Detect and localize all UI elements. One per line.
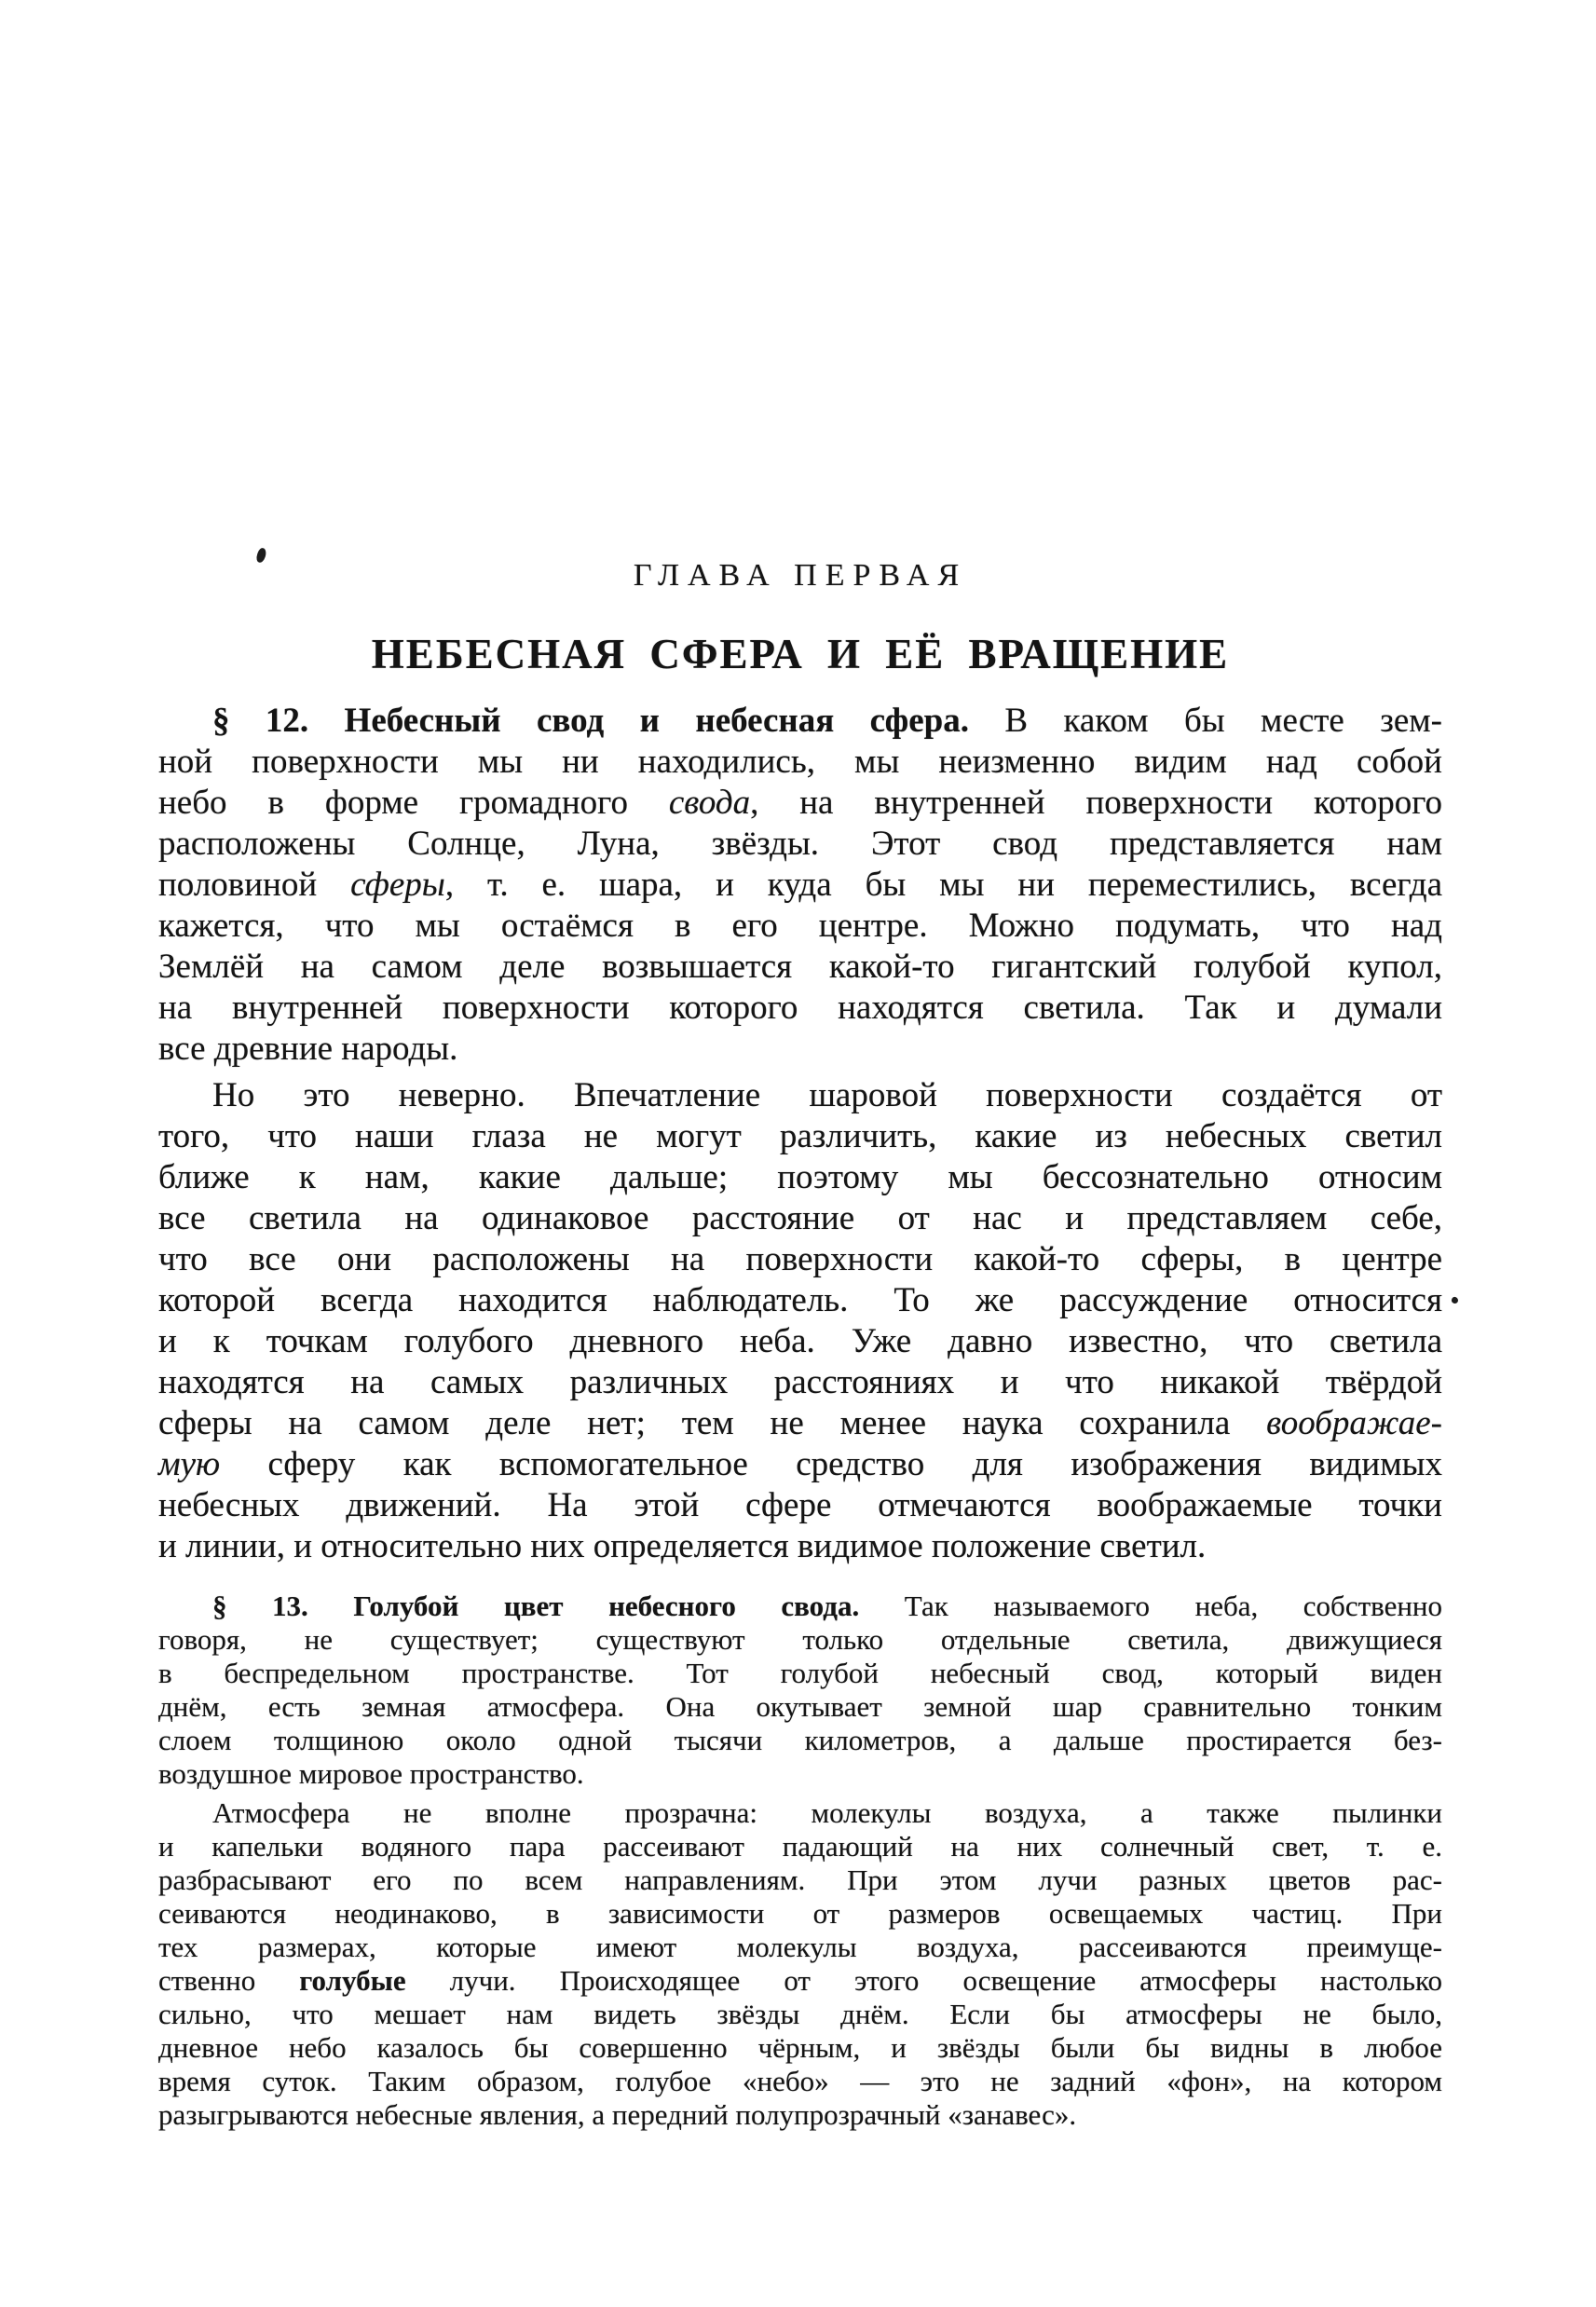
text-line	[158, 865, 1442, 906]
paragraph	[158, 1075, 1442, 1567]
text-line	[158, 1623, 1442, 1657]
text-run: тех размерах, которые имеют молекулы воздуха, рассеиваются преимуще-	[158, 1931, 1442, 1963]
text-run: воздушное мировое пространство.	[158, 1757, 584, 1790]
text-run: и линии, и относительно них определяется видимое положение светил.	[158, 1527, 1207, 1565]
text-line	[158, 701, 1442, 742]
text-line	[158, 1403, 1442, 1444]
text-line	[158, 1724, 1442, 1757]
text-run: Атмосфера не вполне прозрачна: молекулы воздуха, а также пылинки	[212, 1796, 1442, 1829]
text-run: Землёй на самом деле возвышается какой-то гигантский голубой купол,	[158, 948, 1442, 986]
text-run: сильно, что мешает нам видеть звёзды днём. Если бы атмосферы не было,	[158, 1998, 1442, 2030]
text-run: В каком бы месте зем-	[968, 702, 1443, 740]
text-line	[158, 1362, 1442, 1403]
text-run: говоря, не существует; существуют только отдельные светила, движущиеся	[158, 1623, 1442, 1656]
text-run: ближе к нам, какие дальше; поэтому мы бессознательно относим	[158, 1158, 1442, 1196]
text-run: Так называемого неба, собственно	[859, 1590, 1443, 1622]
text-run: сеиваются неодинаково, в зависимости от размеров освещаемых частиц. При	[158, 1897, 1442, 1930]
sections-container	[158, 701, 1442, 2132]
text-run: половиной	[158, 866, 351, 904]
text-line	[158, 1321, 1442, 1362]
text-run: того, что наши глаза не могут различить, какие из небесных светил	[158, 1117, 1442, 1155]
text-run: и к точкам голубого дневного неба. Уже давно известно, что светила	[158, 1322, 1442, 1360]
text-line	[158, 2031, 1442, 2065]
text-line	[158, 783, 1442, 824]
text-run: на внутренней поверхности которого находятся светила. Так и думали	[158, 989, 1442, 1027]
section-12	[158, 701, 1442, 1567]
text-line	[158, 1280, 1442, 1321]
bold-run: голубые	[299, 1964, 406, 1997]
text-line	[158, 1029, 1442, 1070]
text-line	[158, 1590, 1442, 1623]
italic-run: воображае-	[1266, 1404, 1442, 1442]
text-run: ственно	[158, 1964, 300, 1997]
text-run: разыгрываются небесные явления, а передний полупрозрачный «занавес».	[158, 2098, 1077, 2131]
page-text-block	[158, 557, 1442, 2132]
text-run: время суток. Таким образом, голубое «небо» — это не задний «фон», на котором	[158, 2065, 1442, 2097]
text-line	[158, 1757, 1442, 1791]
text-line	[158, 1239, 1442, 1280]
text-line	[158, 1931, 1442, 1964]
text-line	[158, 1897, 1442, 1931]
text-run: дневное небо казалось бы совершенно чёрным, и звёзды были бы видны в любое	[158, 2031, 1442, 2064]
paragraph	[158, 1590, 1442, 1791]
text-run: днём, есть земная атмосфера. Она окутывает земной шар сравнительно тонким	[158, 1690, 1442, 1723]
text-run: сферы на самом деле нет; тем не менее наука сохранила	[158, 1404, 1267, 1442]
text-run: все светила на одинаковое расстояние от нас и представляем себе,	[158, 1199, 1442, 1237]
text-run: кажется, что мы остаёмся в его центре. Можно подумать, что над	[158, 907, 1442, 945]
text-line	[158, 1830, 1442, 1863]
text-line	[158, 742, 1442, 783]
text-line	[158, 988, 1442, 1029]
text-run: , т. е. шара, и куда бы мы ни переместились, всегда	[444, 866, 1442, 904]
text-line	[158, 1998, 1442, 2031]
text-run: которой всегда находится наблюдатель. То же рассуждение относится	[158, 1281, 1442, 1319]
text-line	[158, 1863, 1442, 1897]
text-line	[158, 1526, 1442, 1567]
paragraph	[158, 701, 1442, 1070]
text-run: в беспредельном пространстве. Тот голубой небесный свод, который виден	[158, 1657, 1442, 1689]
stray-dot	[1451, 1296, 1459, 1304]
text-line	[158, 1198, 1442, 1239]
bold-run: § 13. Голубой цвет небесного свода.	[212, 1590, 860, 1622]
text-run: разбрасывают его по всем направлениям. При этом лучи разных цветов рас-	[158, 1863, 1442, 1896]
text-run: сферу как вспомогательное средство для изображения видимых	[220, 1445, 1442, 1483]
italic-run: свода	[668, 784, 751, 822]
text-line	[158, 2098, 1442, 2132]
text-run: находятся на самых различных расстояниях и что никакой твёрдой	[158, 1363, 1442, 1401]
text-run: что все они расположены на поверхности какой-то сферы, в центре	[158, 1240, 1442, 1278]
text-line	[158, 1075, 1442, 1116]
text-line	[158, 1116, 1442, 1157]
italic-run: мую	[158, 1445, 221, 1483]
text-line	[158, 906, 1442, 947]
text-line	[158, 2065, 1442, 2098]
text-line	[158, 1690, 1442, 1724]
text-run: небесных движений. На этой сфере отмечаются воображаемые точки	[158, 1486, 1442, 1524]
paragraph	[158, 1796, 1442, 2132]
text-line	[158, 1444, 1442, 1485]
text-run: ной поверхности мы ни находились, мы неизменно видим над собой	[158, 743, 1442, 781]
chapter-heading: ГЛАВА ПЕРВАЯ	[633, 558, 968, 593]
page-title: НЕБЕСНАЯ СФЕРА И ЕЁ ВРАЩЕНИЕ	[371, 631, 1230, 677]
text-run: лучи. Происходящее от этого освещение атмосферы настолько	[405, 1964, 1442, 1997]
text-line	[158, 1657, 1442, 1690]
text-line	[158, 1485, 1442, 1526]
text-line	[158, 824, 1442, 865]
text-line	[158, 1964, 1442, 1998]
text-line	[158, 1796, 1442, 1830]
text-run: и капельки водяного пара рассеивают падающий на них солнечный свет, т. е.	[158, 1830, 1442, 1863]
text-run: слоем толщиною около одной тысячи километров, а дальше простирается без-	[158, 1724, 1442, 1756]
text-line	[158, 947, 1442, 988]
text-run: все древние народы.	[158, 1030, 458, 1068]
section-13	[158, 1590, 1442, 2132]
text-run: Но это неверно. Впечатление шаровой поверхности создаётся от	[212, 1076, 1442, 1114]
text-run: расположены Солнце, Луна, звёзды. Этот свод представляется нам	[158, 825, 1442, 863]
italic-run: сферы	[350, 866, 445, 904]
text-line	[158, 1157, 1442, 1198]
bold-run: § 12. Небесный свод и небесная сфера.	[212, 702, 969, 740]
text-run: небо в форме громадного	[158, 784, 669, 822]
text-run: , на внутренней поверхности которого	[750, 784, 1442, 822]
